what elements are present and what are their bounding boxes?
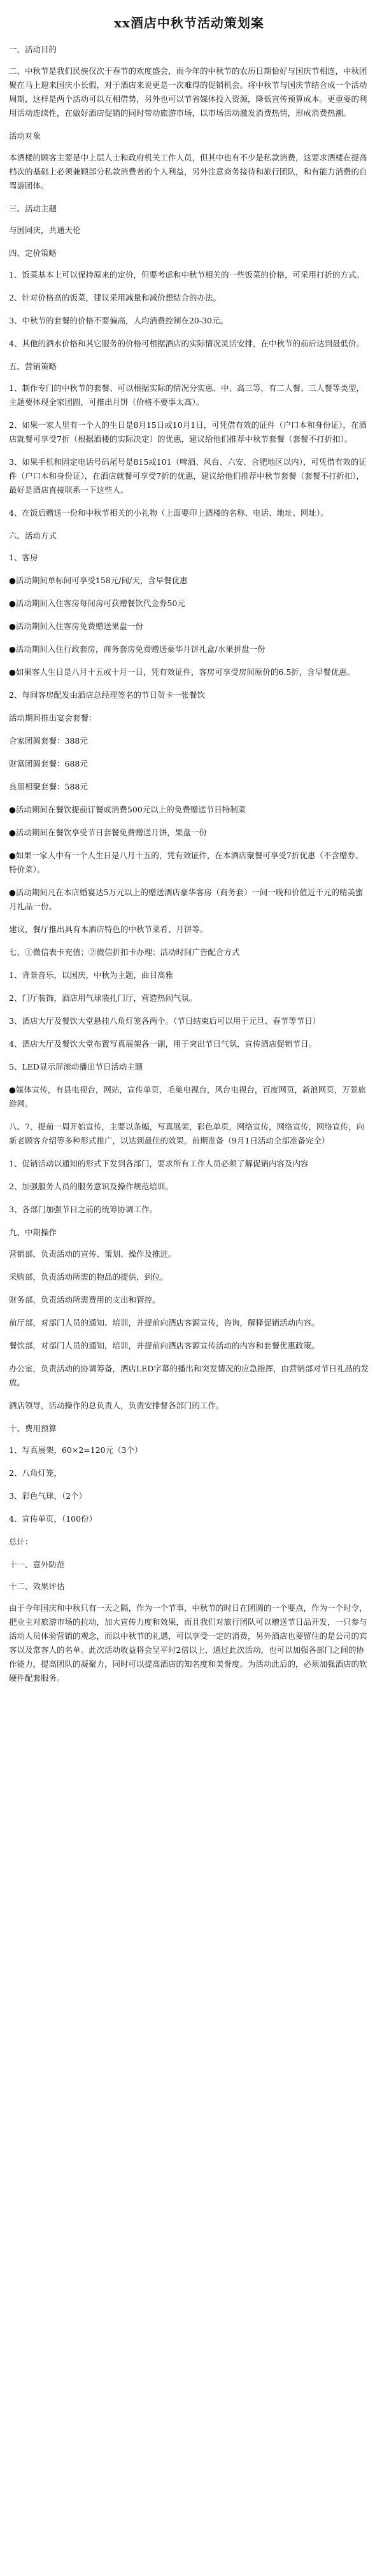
paragraph: 良朋相聚套餐：588元 [9, 782, 88, 791]
paragraph: 3、如果手机和固定电话号码尾号是815或101（啤酒、风台、六安、合肥地区以内），可凭借有效的证件（户口本和身份证），在酒店就餐可享受7折的优惠，建议给他们推荐中秋节套餐（套餐不打折扣），最好是酒店直接联系一下这些人。 [9, 457, 367, 495]
paragraph: 营销部，负责活动的宣传、策划、操作及推进。 [9, 1249, 176, 1259]
paragraph: 4、酒店大厅及餐饮大堂布置写真展架各一副，用于突出节日气氛，宣传酒店促销节日。 [9, 1039, 316, 1049]
paragraph: 4、其他的酒水价格和其它服务的价格可根据酒店的实际情况灵活安排，在中秋节的前后达到最低价。 [9, 339, 364, 348]
paragraph: 3、中秋节的套餐的价格不要偏高，人均消费控制在20-30元。 [9, 316, 228, 325]
paragraph: 4、宣传单页，（100份） [9, 1514, 97, 1524]
paragraph: 3、彩色气球，（2个） [9, 1491, 87, 1501]
paragraph: 2、每间客房配发由酒店总经理签名的节日贺卡一张餐饮 [9, 690, 205, 700]
paragraph: ●活动期间入住客房免费赠送果盘一份 [9, 621, 143, 631]
section-heading: 一、活动目的 [9, 45, 57, 54]
paragraph: 合家团圆套餐：388元 [9, 736, 88, 746]
paragraph: 财务部，负责活动所需费用的支出和管控。 [9, 1295, 160, 1305]
paragraph: ●活动期间入住客房每间房可获赠餐饮代金券50元 [9, 598, 185, 608]
document-title: xx酒店中秋节活动策划案 [114, 15, 264, 31]
paragraph: 财富团圆套餐：688元 [9, 759, 88, 768]
paragraph: 3、各部门加强节日之前的统筹协调工作。 [9, 1205, 157, 1214]
paragraph: ●如果一家人中有一个人生日是八月十五的，凭有效证件，在本酒店聚餐可享受7折优惠（不含赠券、特价菜）。 [9, 851, 364, 874]
paragraph: 由于今年国庆和中秋只有一天之隔，作为一个节事，中秋节的时日在团圆的一个要点，作为一个时令，把业主对旅游市场的拉动，加大宣传力度和效果，而且我们对旅行团队可以赠送节日品开发，一只参与活动人员体验营销的观念，而以中秋节的礼遇，可以享受一定的消费，另外酒店也要留住的是公司的宾客以及常客人的名单。此次活动收益将会呈平时2倍以上，通过此次活动，也可以加强各部门之间的协作能力，提高团队的凝聚力，同时可以提高酒店的知名度和美誉度。为活动此后的，必须加强酒店的软硬件配套服务。 [9, 1603, 367, 1683]
paragraph: 建议，餐厅推出具有本酒店特色的中秋节菜肴、月饼等。 [9, 924, 208, 934]
section-heading: 十、费用预算 [9, 1424, 57, 1433]
section-heading: 十一、意外防范 [9, 1560, 65, 1569]
paragraph: 采购部，负责活动所需的物品的提供，到位。 [9, 1272, 169, 1282]
paragraph: ●活动期间凡在本店婚宴达5万元以上的赠送酒店豪华客房（商务套）一间一晚和价值近千元的精美蜜月礼品一份。 [9, 888, 364, 911]
paragraph: 八、7、提前一周开始宣传，主要以条幅，写真展架，彩色单页，网络宣传，网络宣传，网络宣传，向新老顾客介绍等多种形式推广，以达到最佳的效果。前期准备（9月1日活动全部准备完全） [9, 1122, 364, 1145]
paragraph: 1、促销活动以通知的形式下发到各部门，要求所有工作人员必须了解促销内容及内容 [9, 1159, 309, 1168]
section-heading: 活动对象 [9, 131, 41, 141]
paragraph: 2、八角灯笼， [9, 1468, 62, 1478]
paragraph: ●活动期间单标间可享受158元/间/天，含早餐优惠 [9, 576, 188, 585]
paragraph: 办公室，负责活动的协调筹备，酒店LED字幕的播出和突发情况的应急指挥，由营销部对节日礼品的发放。 [9, 1364, 369, 1387]
paragraph: 3、酒店大厅及餐饮大堂悬挂八角灯笼各两个。（节日结束后可以用于元旦、春节等节日） [9, 1016, 321, 1026]
paragraph: 总计： [9, 1537, 33, 1546]
paragraph: ●活动期间在餐饮提前订餐或消费500元以上的免费赠送节日特制菜 [9, 805, 246, 814]
paragraph: ●活动期间入住行政套房，商务套房免费赠送豪华月饼礼盒/水果拼盘一份 [9, 644, 265, 654]
paragraph: ●如果客人生日是八月十五或十月一日，凭有效证件，客房可享受房间原价的6.5折，含早餐优惠。 [9, 667, 355, 677]
paragraph: 1、写真展架，60×2=120元（3个） [9, 1445, 143, 1455]
paragraph: 餐饮部，对部门人员的通知，培训，并提前向酒店客源宣传活动的内容和套餐优惠政策。 [9, 1341, 320, 1350]
section-heading: 九、中期操作 [9, 1228, 57, 1237]
document-body [9, 43, 369, 1685]
paragraph: 酒店领导，活动操作的总负责人，负责安排督各部门的工作。 [9, 1401, 224, 1410]
paragraph: 1、饭菜基本上可以保持原来的定价，但要考虑和中秋节相关的一些饭菜的价格，可采用打折的方式。 [9, 270, 364, 280]
section-heading: 三、活动主题 [9, 204, 57, 213]
paragraph: 5、LED显示屏滚动播出节日活动主题 [9, 1062, 143, 1072]
section-heading: 十二、效果评估 [9, 1582, 65, 1591]
paragraph: 2、针对价格高的饭菜，建议采用减量和减价想结合的办法。 [9, 293, 221, 302]
paragraph: 前厅部，对部门人员的通知、培训，并提前向酒店客源宣传，咨询，解释促销活动内容。 [9, 1318, 320, 1327]
paragraph: 2、加强服务人员的服务意识及操作规范培训。 [9, 1182, 173, 1191]
section-heading: 五、营销策略 [9, 362, 57, 371]
paragraph: 七、①微信表卡充值；②微信折扣卡办理；活动时间广告配合方式 [9, 947, 240, 957]
paragraph: 与国同庆，共通天伦 [9, 225, 81, 235]
paragraph: 2、门厅装饰，酒店用气球装扎门厅，营造热闹气氛。 [9, 993, 197, 1003]
paragraph: 1、背景音乐，以国庆，中秋为主题，曲目高雅 [9, 970, 173, 980]
paragraph: 2、如果一家人里有一个人的生日是8月15日或10月1日，可凭借有效的证件（户口本和身份证），在酒店就餐可享受7折（根据酒楼的实际决定）的优惠，建议给他们推荐中秋节套餐（套餐不打折扣）。 [9, 420, 367, 444]
paragraph: ●活动期间在餐饮享受节日套餐免费赠送月饼，果盘一份 [9, 828, 207, 837]
paragraph: 4、在饭后赠送一份和中秋节相关的小礼物（上面要印上酒楼的名称、电话、地址、网址）。 [9, 508, 329, 518]
paragraph: 活动期间推出宴会套餐： [9, 713, 97, 723]
section-heading: 六、活动方式 [9, 531, 57, 541]
paragraph: ●媒体宣传，有县电视台，网站，宣传单页，毛巢电视台，风台电视台，百度网页，新浪网页，万景旅游网。 [9, 1085, 366, 1108]
paragraph: 1、客房 [9, 553, 38, 562]
paragraph: 二、中秋节是我们民族仅次于春节的欢度盛会，而今年的中秋节的农历日期恰好与国庆节相连，中秋团聚在马上迎来国庆小长假，对于酒店来说更是一次难得的促销机会。将中秋节与国庆节结合成一个活动周期，这样是两个活动可以互相借势，另外也可以节省媒体投入资源，降低宣传预算成本。更重要的利用活动连续性，在做好酒店促销的同时带动旅游市场，以市场活动激发消费热情，形成消费热潮。 [9, 66, 367, 118]
section-heading: 四、定价策略 [9, 248, 57, 258]
paragraph: 1、制作专门的中秋节的套餐、可以根据实际的情况分实惠、中、高三等，有二人餐、三人餐等类型，主题要体现全家团圆，可推出月饼（价格不要事太高）。 [9, 383, 364, 407]
paragraph: 本酒楼的顾客主要是中上层人士和政府机关工作人员，但其中也有不少是私款消费，这要求酒楼在提高档次的基础上必须兼顾部分私款消费者的个人利益，另外注意商务接待和旅行团队，和有能力消费的自驾游团体。 [9, 153, 367, 190]
